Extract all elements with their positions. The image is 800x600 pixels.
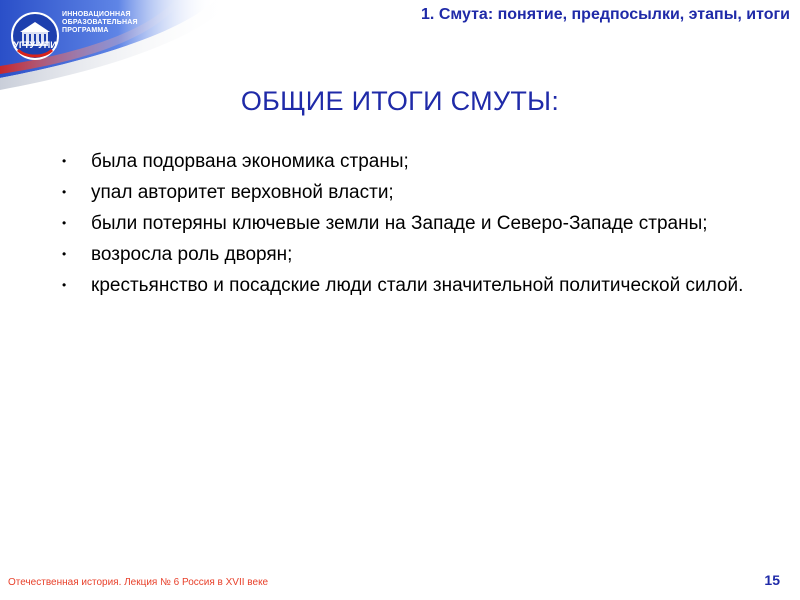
list-item-text: возросла роль дворян; [91,244,293,265]
logo-text-line: ПРОГРАММА [62,27,109,34]
bullet-list [58,148,758,303]
list-item-text: упал авторитет верховной власти; [91,182,394,203]
bullet-icon: • [62,247,67,261]
bullet-icon: • [62,278,67,292]
list-item [58,241,758,268]
list-item [58,210,758,237]
emblem-icon [10,8,60,66]
logo-text-line: ИННОВАЦИОННАЯ [62,11,131,18]
bullet-icon: • [62,154,67,168]
list-item [58,148,758,175]
bullet-icon: • [62,185,67,199]
list-item-text: были потеряны ключевые земли на Западе и Северо-Западе страны; [91,213,708,234]
footer-course-title: Отечественная история. Лекция № 6 Россия в XVII веке [8,577,269,588]
list-item [58,179,758,206]
logo-badge-text: УГТУ-УПИ [13,40,57,50]
page-number: 15 [764,572,780,588]
list-item [58,272,758,299]
list-item-text: была подорвана экономика страны; [91,151,409,172]
slide-header-title: 1. Смута: понятие, предпосылки, этапы, итоги [421,6,790,23]
university-logo [0,0,230,80]
logo-text-line: ОБРАЗОВАТЕЛЬНАЯ [62,19,138,26]
page-title: ОБЩИЕ ИТОГИ СМУТЫ: [240,86,560,116]
bullet-icon: • [62,216,67,230]
list-item-text: крестьянство и посадские люди стали значительной политической силой. [91,275,744,296]
